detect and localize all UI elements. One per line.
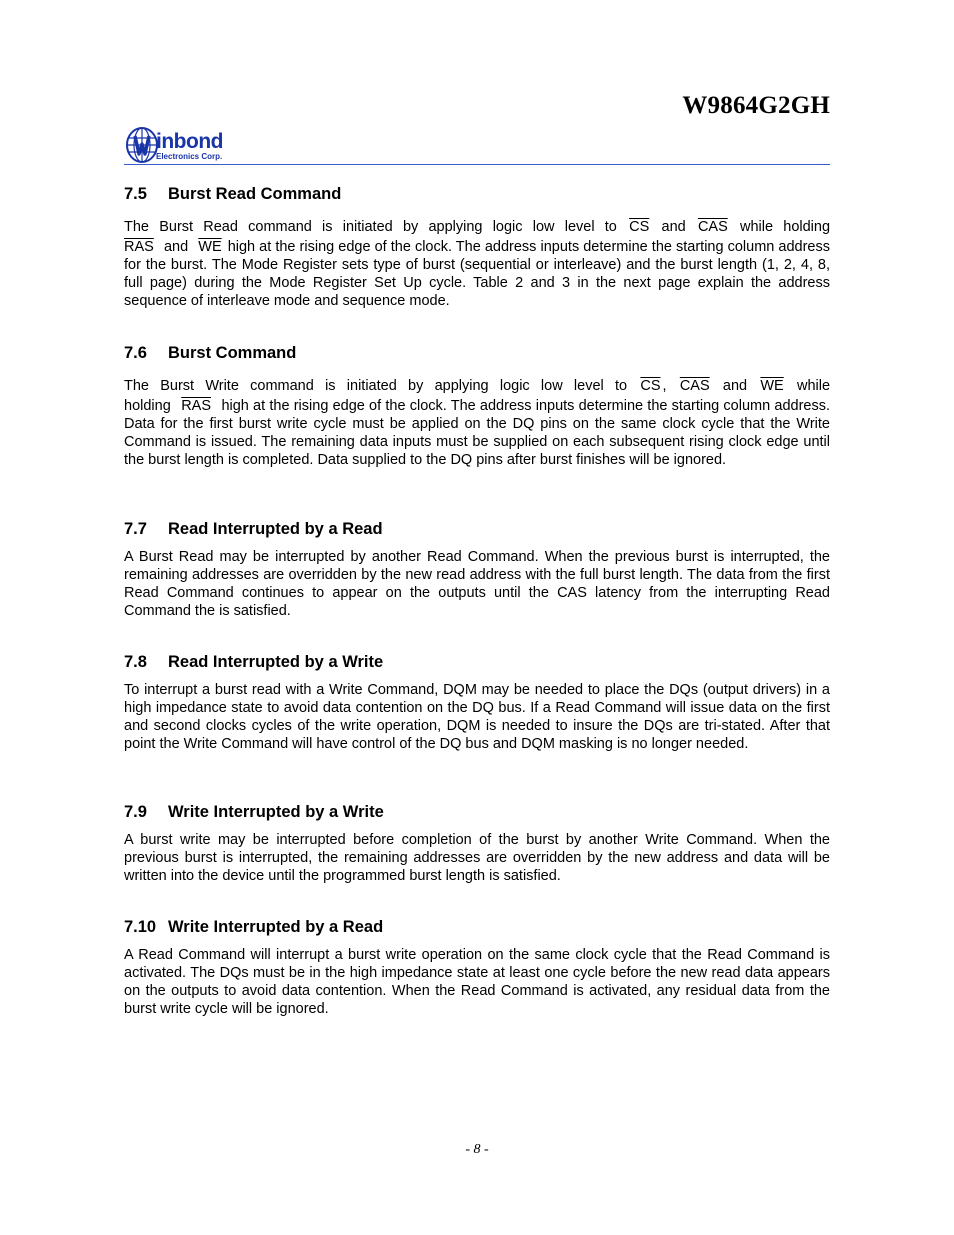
body-line-1 <box>124 375 830 397</box>
section-burst-read-command <box>124 184 830 310</box>
section-heading <box>124 652 830 672</box>
body-text: The Burst Read command is initiated by applying logic low level to <box>124 219 617 235</box>
section-title: Burst Command <box>168 344 297 362</box>
signal-cs: $\overline{CS}$ <box>640 378 661 394</box>
signal-cas: $\overline{CAS}$ <box>697 219 728 235</box>
section-body: A Burst Read may be interrupted by another Read Command. When the previous burst is interrupted, the remaining addresses are overridden by the new read address with the full burst length. The data from the first Read Command continues to appear on the outputs until the CAS latency from the interrupting Read Command the is satisfied. <box>124 549 830 619</box>
section-write-interrupted-by-read <box>124 917 830 1018</box>
section-heading <box>124 343 830 363</box>
section-heading <box>124 917 830 937</box>
header-rule <box>124 164 830 165</box>
section-title: Write Interrupted by a Write <box>168 803 384 821</box>
page-number: - 8 - <box>465 1142 489 1157</box>
body-text: high at the rising edge of the clock. The address inputs determine the starting column address for the burst. The Mode Register sets type of burst (sequential or interleave) and the burst length (1, 2, 4, 8, full page) during the Mode Register Set Up cycle. Table 2 and 3 in the next page explain the address sequence of interleave mode and sequence mode. <box>124 239 830 309</box>
signal-ras: $\overline{RAS}$ <box>181 398 212 414</box>
signal-cas: $\overline{CAS}$ <box>679 378 710 394</box>
section-body <box>124 375 830 469</box>
section-number: 7.10 <box>124 918 157 936</box>
section-body <box>124 216 830 310</box>
section-body: A burst write may be interrupted before completion of the burst by another Write Command. When the previous burst is interrupted, the remaining addresses are overridden by the new address and data will be written into the device until the programmed burst length is satisfied. <box>124 832 830 884</box>
section-burst-command <box>124 343 830 469</box>
body-text: The Burst Write command is initiated by applying logic low level to <box>124 378 628 394</box>
section-write-interrupted-by-write <box>124 802 830 885</box>
section-title: Read Interrupted by a Write <box>168 653 384 671</box>
section-body: To interrupt a burst read with a Write Command, DQM may be needed to place the DQs (output drivers) in a high impedance state to avoid data contention on the DQ bus. If a Read Command will issue data on the first and second clocks cycles of the write operation, DQM is needed to insure the DQs are tri-stated. After that point the Write Command will have control of the DQ bus and DQM masking is no longer needed. <box>124 682 830 752</box>
section-number: 7.8 <box>124 653 147 671</box>
signal-cs: $\overline{CS}$ <box>629 219 650 235</box>
logo-wordmark: inbond <box>156 130 223 153</box>
signal-we: $\overline{WE}$ <box>198 239 222 255</box>
section-title: Read Interrupted by a Read <box>168 520 383 538</box>
section-title: Write Interrupted by a Read <box>168 918 384 936</box>
section-number: 7.9 <box>124 803 147 821</box>
body-text: high at the rising edge of the clock. The address inputs determine the starting column address. Data for the first burst write cycle must be applied on the DQ pins on the same clock cycle that the Write Command is issued. The remaining data inputs must be supplied on each subsequent rising clock edge until the burst length is completed. Data supplied to the DQ pins after burst finishes will be ignored. <box>124 398 830 468</box>
winbond-logo <box>126 126 256 164</box>
body-text: holding <box>124 398 171 414</box>
section-number: 7.5 <box>124 185 147 203</box>
signal-we: $\overline{WE}$ <box>760 378 784 394</box>
body-text: and <box>661 219 686 235</box>
body-text: , <box>662 378 667 394</box>
section-read-interrupted-by-write <box>124 652 830 753</box>
logo-subtitle: Electronics Corp. <box>156 152 223 161</box>
body-line-1 <box>124 216 830 238</box>
part-number: W9864G2GH <box>682 92 830 119</box>
section-heading <box>124 184 830 204</box>
section-heading <box>124 802 830 822</box>
signal-ras: $\overline{RAS}$ <box>124 239 154 255</box>
section-title: Burst Read Command <box>168 185 342 203</box>
section-body: A Read Command will interrupt a burst write operation on the same clock cycle that the Read Command is activated. The DQs must be in the high impedance state at least one cycle before the new read data appears on the outputs to avoid data contention. When the Read Command is activated, any residual data from the burst write cycle will be ignored. <box>124 947 830 1017</box>
body-text: while holding <box>740 219 831 235</box>
section-read-interrupted-by-read <box>124 519 830 620</box>
body-text: and <box>163 239 189 255</box>
section-heading <box>124 519 830 539</box>
section-number: 7.7 <box>124 520 147 538</box>
section-number: 7.6 <box>124 344 147 362</box>
body-text: while <box>797 378 831 394</box>
body-text: and <box>722 378 748 394</box>
